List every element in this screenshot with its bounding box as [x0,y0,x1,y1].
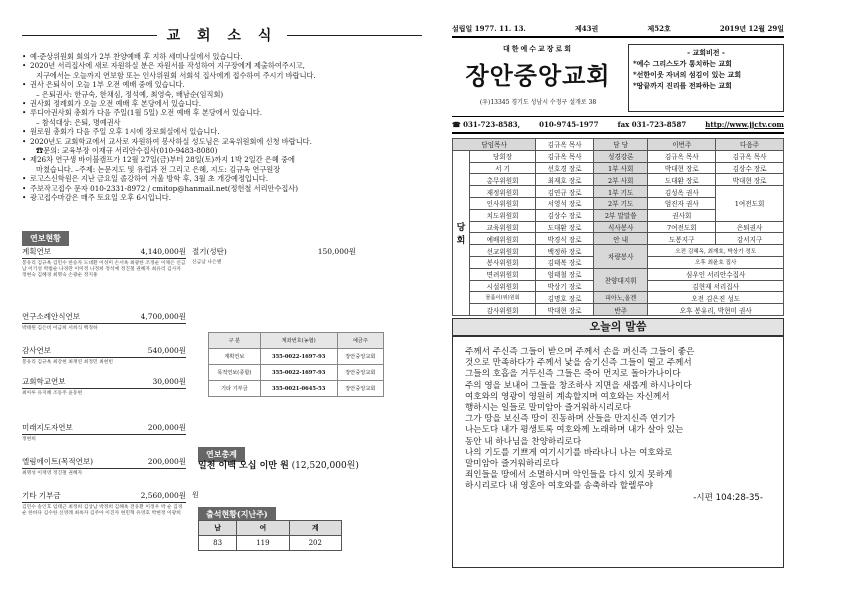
news-item: • 제26차 연구생 바이블캠프가 12월 27일(금)부터 28일(토)까지 1박 2일간 은혜 중에 [22,155,422,164]
issue-date: 2019년 12월 29일 [719,24,784,33]
role: 재정위원회 [470,186,536,198]
fax: fax 031-723-8587 [617,120,687,129]
masthead [452,38,784,117]
scripture-line: 주의 영을 보내어 그들을 창조하사 지면을 새롭게 하시나이다 [465,380,692,391]
person: 김명호 장로 [536,292,594,304]
offering-name: 감사연보 [22,346,51,355]
service-row [453,221,784,233]
next-week: 다음주 [716,139,784,151]
offering-donors: 박태원 김은비 이금희 서희식 백정하 [22,326,98,331]
news-list [22,52,422,203]
duty: 1부 기도 [594,186,648,198]
news-header-line-left [22,35,157,36]
role: 시설위원회 [470,280,536,292]
vision-title: - 교회비전 - [687,48,725,57]
offering-amount: 30,000원 [152,377,186,386]
person: 김규옥 목사 [536,150,594,162]
this-week: 오전 김혜옥, 최재호, 박상기 정도 [648,245,784,257]
attendance-total: 202 [289,536,341,551]
scripture-line: 동안 내 하나님을 찬양하리로다 [465,436,582,447]
offering-name: 기타 기부금 [22,491,61,500]
role: 면려위원회 [470,268,536,280]
news-item: • 루디아권사회 총회가 다음 주일(1월 5일) 오전 예배 후 본당에서 있습니다. [22,108,422,117]
duty: 담 당 [594,139,648,151]
offering-item [192,246,356,266]
news-header [22,24,422,46]
this-week: 7여전도회 [648,221,716,233]
this-week: 오후 최윤호 집사 [648,256,784,268]
scripture-line: 나는도다 내가 평생토록 여호와께 노래하며 내가 살아 있는 [465,425,684,436]
this-week: 도봉지구 [648,233,716,245]
offering-amount: 200,000원 [147,423,186,432]
phone: ☎ 031-723-8583, [452,120,521,129]
duty: 반주 [594,304,648,316]
next-week: 은퇴권사 [716,221,784,233]
this-week: 김현재 서리집사 [648,280,784,292]
evangelism-total [198,458,359,471]
duty: 2부 기도 [594,197,648,209]
news-item: 지구에서는 오늘까지 연보함 또는 인사위원회 서회석 집사에게 접수하여 주시기 바랍니다. [36,70,316,80]
role: 감사위원회 [470,304,536,316]
news-item: – 참석대상: 은퇴, 명예권사 [36,117,121,127]
offering-name: 엘림에이트(목적연보) [22,457,94,466]
person: 백정하 장로 [536,245,594,257]
scripture-line: 하시리로다 내 영혼아 여호와를 송축하라 할렐루야 [465,481,653,492]
person: 김연규 장로 [536,186,594,198]
next-week: 1여전도회 [716,186,784,221]
offering-donors: 봉유리 김규옥 최강현 최재연 최정민 최현빈 [22,360,114,365]
news-item: • 광고접수마감은 매주 토요일 오후 6시입니다. [22,193,422,202]
session-side-label: 당 회 [453,150,470,315]
vision-line: *땅끝까지 진리를 전파하는 교회 [633,81,732,90]
news-item: 마쳤습니다. –주제: 논문지도 및 유럽과 전 그리고 은혜, 지도: 김규옥 연구원장 [36,164,281,174]
person: 박상기 장로 [536,280,594,292]
offering-extra: 원 [192,491,199,499]
role: 인사위원회 [470,197,536,209]
news-item: • 원로원 총회가 다음 주일 오후 1시에 장로회실에서 있습니다. [22,127,422,136]
offering-donors: 김민수 송인호 임태근 최정희 김상남 박정희 김혜옥 전유환 이정우 박 순 김경순 한바다 김수한 신영례 최옥자 김주아 이진자 현민혁 유영호 박현정 이광희 [22,505,183,516]
next-week: 김규옥 목사 [716,150,784,162]
role: 당회장 [470,150,536,162]
right-panel [452,24,784,584]
attendance-female: 119 [237,536,289,551]
vision-line: *선한이웃 자녀의 섬김이 있는 교회 [633,70,742,79]
offering-name: 연구소례안식연보 [22,312,80,321]
denomination: 대한예수교장로회 [502,44,574,53]
person: 박대현 장로 [536,304,594,316]
offering-item [22,345,186,366]
church-logo-block [452,38,624,116]
offering-amount: 540,000원 [147,346,186,355]
offering-name: 절기(성탄) [192,247,227,256]
service-row [453,150,784,162]
scripture-box [452,336,784,568]
offering-donors: 정현희 [22,437,36,442]
evangelism-amount: (12,520,000원) [291,461,359,471]
scripture-reference: -시편 104:28-35- [693,492,763,503]
role: 물품이(위)원회 [470,292,536,304]
scripture-line: 나의 기도를 기쁘게 여기시기를 바라나니 나는 여호와로 [465,447,673,458]
role: 예배위원회 [470,233,536,245]
vision-box [628,44,784,112]
account-holder: 장안중앙교회 [337,381,383,397]
news-item: • 2020년 서리집사에 새로 자원하실 분은 자원서를 작성하여 지구장에게 제출하여주시고, [22,61,422,70]
scripture-line: 여호와의 영광이 영원히 계속할지며 여호와는 자신께서 [465,391,670,402]
duty: 안 내 [594,233,648,245]
role: 서 기 [470,162,536,174]
this-week: 오후 봉유리, 박현미 권사 [648,304,784,316]
news-item: • 로고스신학원은 지난 금요일 졸강하여 겨울 방학 후, 3월 초 개강예정입니다. [22,174,422,183]
person: 김규옥 목사 [536,139,594,151]
news-item: • 예·준상위원회 회의가 2부 찬양예배 후 지하 세미나실에서 있습니다. [22,52,422,61]
attendance-col: 여 [237,521,289,536]
volume: 제43권 [575,24,599,33]
offering-item [22,246,186,279]
church-name: 장안중앙교회 [465,62,611,90]
offering-amount: 200,000원 [147,457,186,466]
account-table [208,332,384,397]
attendance-male: 83 [199,536,237,551]
account-row [209,349,384,365]
person: 서영석 장로 [536,197,594,209]
person: 김상수 장로 [536,209,594,221]
offering-donors: 최명성 이재영 정진철 권혜자 [22,471,83,476]
offering-item [22,456,186,477]
offering-amount: 4,140,000원 [140,247,186,256]
website-link[interactable]: http://www.jjctv.com [705,120,784,129]
offering-item [22,376,186,397]
offering-donors: 최아루 유지혜 조동주 윤동현 [22,391,83,396]
service-row [453,304,784,316]
this-week: 권사회 [648,209,716,221]
service-row [453,174,784,186]
attendance-col: 남 [199,521,237,536]
attendance-label: 출석현황(지난주) [198,507,276,522]
duty: 피아노,올겐 [594,292,648,304]
role: 총무위원회 [470,174,536,186]
person: 김태복 장로 [536,256,594,268]
next-week: 강서지구 [716,233,784,245]
service-row [453,162,784,174]
word-title: 오늘의 말씀 [452,318,784,336]
account-type: 목적연보(종합) [209,365,261,381]
account-type: 기타 기부금 [209,381,261,397]
issue-bar [452,24,784,38]
offering-amount: 4,700,000원 [140,312,186,321]
scripture-line: 것으로 만족하다가 주께서 낯을 숨기신즉 그들이 떨고 주께서 [465,358,692,369]
this-week: 박대현 장로 [648,162,716,174]
scripture-line: 그가 땅을 보신즉 땅이 진동하며 산들을 만지신즉 연기가 [465,414,676,425]
this-week: 김규옥 목사 [648,150,716,162]
offering-item [22,311,186,332]
account-holder: 장안중앙교회 [337,365,383,381]
offering-amount: 150,000원 [317,247,356,256]
news-item: • 주보작고접수 문자 010-2331-8972 / cmitop@hanmail.net(정헌철 서리안수집사) [22,184,422,193]
evangelism-text: 일천 이백 오십 이만 원 [198,461,289,471]
scripture-line: 말미암아 즐거워하리로다 [465,458,560,469]
offering-item [22,490,186,517]
person: 도대환 장로 [536,221,594,233]
vision-line: *예수 그리스도가 통치하는 교회 [633,59,732,68]
scripture-line: 행하시는 일들로 말미암아 즐거워하시리로다 [465,402,631,413]
founded-date: 설립일 1977. 11. 13. [452,24,526,33]
attendance-header-row [199,521,342,536]
news-item: • 권사회 정례회가 오늘 오전 예배 후 본당에서 있습니다. [22,99,422,108]
offering-amount: 2,560,000원 [140,491,186,500]
scripture-line: 그들의 호흡을 거두신즉 그들은 죽어 먼지로 돌아가나이다 [465,369,681,380]
duty: 2부 사회 [594,174,648,186]
duty: 1부 사회 [594,162,648,174]
service-row [453,233,784,245]
offering-header [22,226,69,246]
news-header-line-right [287,35,422,36]
this-week: 엄진자 권사 [648,197,716,209]
news-item: ☎문의: 교육부장 이재규 서리안수집사(010-9483-8080) [36,146,218,156]
scripture-lines [465,347,773,493]
next-week: 김상수 장로 [716,162,784,174]
service-table [452,138,784,316]
service-row [453,245,784,257]
offering-name: 계획연보 [22,247,51,256]
church-address: (우)13345 경기도 성남시 수정구 설개로 38 [479,99,597,106]
account-number: 355-0021-0645-53 [260,381,337,397]
attendance-value-row [199,536,342,551]
duty: 2부 말말씀 [594,209,648,221]
offering-name: 미래지도자연보 [22,423,73,432]
account-header: 계좌번호(농협) [260,333,337,349]
scripture-line: 주께서 주신즉 그들이 받으며 주께서 손을 펴신즉 그들이 좋은 [465,346,695,357]
duty: 찬양대지휘 [594,268,648,292]
role: 교육위원회 [470,221,536,233]
account-header: 구 분 [209,333,261,349]
offering-donors: 봉유리 김규옥 김민수 한승자 도대환 이성미 손서옥 최광한 조정순 이채은 신금남 이기성 박범순 나경란 이미정 나정희 정석예 정진철 권혜자 최유리 김사자 정현숙 김혜경 최명숙 손광순 정지홍 [22,261,186,278]
news-item: • 2020년도 교회학교에서 교사로 자원하여 봉사하실 성도님은 교육위원회에 신청 바랍니다. [22,137,422,146]
news-item: • 권사 은퇴식이 오늘 1부 오전 예배 중에 있습니다. [22,80,422,89]
evangelism-label: 연보총계 [198,447,245,462]
scripture-line: 죄인들을 땅에서 소멸하시며 악인들을 다시 있지 못하게 [465,470,673,481]
duty: 식사봉사 [594,221,648,233]
attendance-col: 계 [289,521,341,536]
this-week: 심우인 서리안수집사 [648,268,784,280]
account-row [209,381,384,397]
role: 선교위원회 [470,245,536,257]
offering-donors: 신금남 나은별 [192,260,222,265]
service-row [453,292,784,304]
account-number: 355-0022-1697-93 [260,349,337,365]
offering-item [22,422,186,443]
duty: 차량봉사 [594,245,648,269]
person: 최재호 장로 [536,174,594,186]
contact-bar [452,117,784,134]
service-row [453,268,784,280]
news-item: – 은퇴권사: 한규숙, 한채심, 정석예, 최영숙, 배남순(임직회) [36,89,224,99]
attendance-header [198,502,276,522]
account-type: 계획연보 [209,349,261,365]
this-week: 김성옥 권사 [648,186,716,198]
person: 엄태철 장로 [536,268,594,280]
account-row [209,365,384,381]
this-week: 도대환 장로 [648,174,716,186]
offering-name: 교회학교연보 [22,377,66,386]
mobile: 010-9745-1977 [539,120,599,129]
offering-label: 연보현황 [22,231,69,246]
issue-number: 제52호 [647,24,671,33]
next-week: 박대현 장로 [716,174,784,186]
duty: 성경강론 [594,150,648,162]
account-holder: 장안중앙교회 [337,349,383,365]
role: 치도위원회 [470,209,536,221]
service-row [453,186,784,198]
account-number: 355-0022-1697-93 [260,365,337,381]
service-row [453,139,784,151]
role: 담임목사 [453,139,536,151]
this-week: 이번주 [648,139,716,151]
account-header-row [209,333,384,349]
left-panel [22,24,422,584]
person: 박경식 장로 [536,233,594,245]
attendance-table [198,520,342,551]
account-header: 예금주 [337,333,383,349]
role: 봉사위원회 [470,256,536,268]
person: 선호경 장로 [536,162,594,174]
this-week: 오전 김은진 성도 [648,292,784,304]
news-title: 교 회 소 식 [166,28,278,44]
